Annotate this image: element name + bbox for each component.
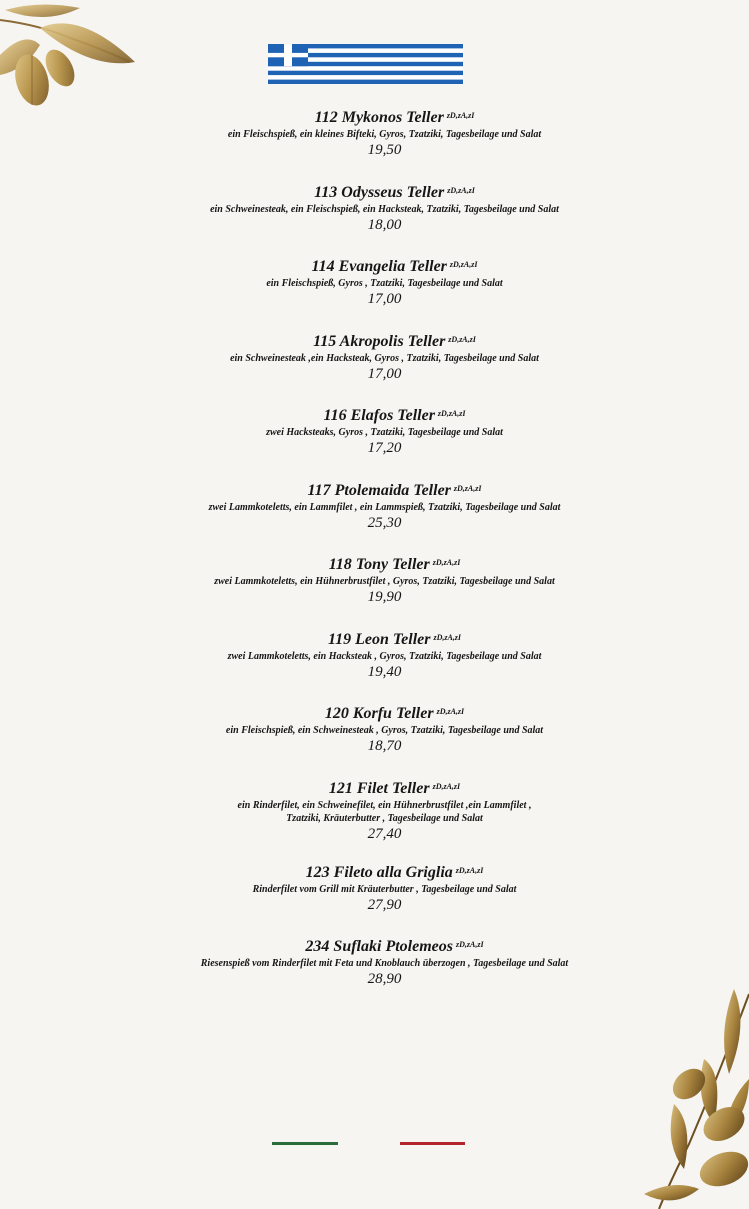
greek-flag-icon xyxy=(268,44,463,84)
menu-item xyxy=(0,779,749,863)
menu-item-price: 25,30 xyxy=(367,514,402,531)
menu-item-description: Riesenspieß vom Rinderfilet mit Feta und Knoblauch überzogen , Tagesbeilage und Salat xyxy=(200,958,569,969)
menu-item-description: zwei Lammkoteletts, ein Hacksteak , Gyros, Tzatziki, Tagesbeilage und Salat xyxy=(227,650,542,662)
menu-item-title: 121 Filet Teller $^{zD,zA,zI}$ xyxy=(328,779,461,797)
menu-item-price: 27,90 xyxy=(367,896,402,913)
menu-item-description: ein Schweinesteak, ein Fleischspieß, ein Hacksteak, Tzatziki, Tagesbeilage und Salat xyxy=(210,203,559,215)
footer-red-line xyxy=(400,1142,465,1145)
menu-item xyxy=(0,704,749,779)
menu-item-description: ein Schweinesteak ,ein Hacksteak, Gyros , Tzatziki, Tagesbeilage und Salat xyxy=(230,352,539,364)
menu-item-description: zwei Lammkoteletts, ein Lammfilet , ein Lammspieß, Tzatziki, Tagesbeilage und Salat xyxy=(208,501,561,513)
allergen-codes: zD,zA,zI xyxy=(433,632,462,642)
menu-item-description: Rinderfilet vom Grill mit Kräuterbutter , Tagesbeilage und Salat xyxy=(252,883,517,895)
allergen-codes: zD,zA,zI xyxy=(455,865,484,875)
menu-item-price: 18,00 xyxy=(367,216,402,233)
menu-item xyxy=(0,481,749,556)
menu-item-price: 28,90 xyxy=(367,971,402,987)
allergen-codes: zD,zA,zI xyxy=(446,111,475,120)
menu-item-description: ein Fleischspieß, Gyros , Tzatziki, Tagesbeilage und Salat xyxy=(266,278,503,289)
menu-item xyxy=(0,183,749,258)
menu-item-title: 118 Tony Teller $^{zD,zA,zI}$ xyxy=(328,556,461,573)
allergen-codes: zD,zA,zI xyxy=(447,185,475,195)
allergen-codes: zD,zA,zI xyxy=(436,707,465,716)
menu-item-title: 116 Elafos Teller $^{zD,zA,zI}$ xyxy=(323,407,466,424)
menu-item-price: 27,40 xyxy=(367,825,402,842)
menu-item-title: 120 Korfu Teller $^{zD,zA,zI}$ xyxy=(324,705,465,722)
menu-item-price: 18,70 xyxy=(367,738,402,754)
menu-list xyxy=(0,108,749,1012)
allergen-codes: zD,zA,zI xyxy=(455,940,484,949)
olive-branch-icon xyxy=(629,984,749,1209)
menu-item-title: 112 Mykonos Teller $^{zD,zA,zI}$ xyxy=(314,109,475,126)
menu-item-description: ein Fleischspieß, ein Schweinesteak , Gyros, Tzatziki, Tagesbeilage und Salat xyxy=(225,725,544,736)
menu-item-price: 19,90 xyxy=(367,589,402,605)
menu-item-description: zwei Hacksteaks, Gyros , Tzatziki, Tagesbeilage und Salat xyxy=(266,427,503,438)
menu-item-price: 19,50 xyxy=(367,142,402,158)
menu-item xyxy=(0,555,749,630)
menu-item-title: 234 Suflaki Ptolemeos $^{zD,zA,zI}$ xyxy=(305,938,484,955)
menu-item-price: 19,40 xyxy=(367,663,402,680)
menu-item-title: 119 Leon Teller $^{zD,zA,zI}$ xyxy=(327,630,462,648)
menu-item-price: 17,20 xyxy=(367,440,402,456)
menu-item-title: 123 Fileto alla Griglia $^{zD,zA,zI}$ xyxy=(305,863,484,881)
menu-item xyxy=(0,406,749,481)
menu-item-title: 114 Evangelia Teller $^{zD,zA,zI}$ xyxy=(311,258,478,275)
menu-item xyxy=(0,332,749,407)
menu-item-price: 17,00 xyxy=(367,291,402,307)
allergen-codes: zD,zA,zI xyxy=(432,558,461,567)
menu-item-title: 117 Ptolemaida Teller $^{zD,zA,zI}$ xyxy=(307,481,482,499)
menu-item-description: zwei Lammkoteletts, ein Hühnerbrustfilet , Gyros, Tzatziki, Tagesbeilage und Salat xyxy=(214,576,555,587)
allergen-codes: zD,zA,zI xyxy=(453,483,482,493)
allergen-codes: zD,zA,zI xyxy=(449,260,478,269)
menu-item-description: ein Rinderfilet, ein Schweinefilet, ein Hühnerbrustfilet ,ein Lammfilet , Tzatziki, Kräuterbutter , Tagesbeilage und Salat xyxy=(237,799,532,824)
allergen-codes: zD,zA,zI xyxy=(432,781,461,791)
menu-item-title: 115 Akropolis Teller $^{zD,zA,zI}$ xyxy=(313,332,476,350)
allergen-codes: zD,zA,zI xyxy=(448,334,476,344)
menu-item-title: 113 Odysseus Teller $^{zD,zA,zI}$ xyxy=(314,183,475,201)
menu-item-price: 17,00 xyxy=(367,365,402,382)
menu-item-description: ein Fleischspieß, ein kleines Bifteki, Gyros, Tzatziki, Tagesbeilage und Salat xyxy=(227,129,542,140)
menu-item xyxy=(0,108,749,183)
olive-branch-icon xyxy=(0,0,140,115)
footer-green-line xyxy=(272,1142,338,1145)
menu-item xyxy=(0,257,749,332)
menu-item xyxy=(0,863,749,938)
allergen-codes: zD,zA,zI xyxy=(437,409,466,418)
menu-item xyxy=(0,630,749,705)
